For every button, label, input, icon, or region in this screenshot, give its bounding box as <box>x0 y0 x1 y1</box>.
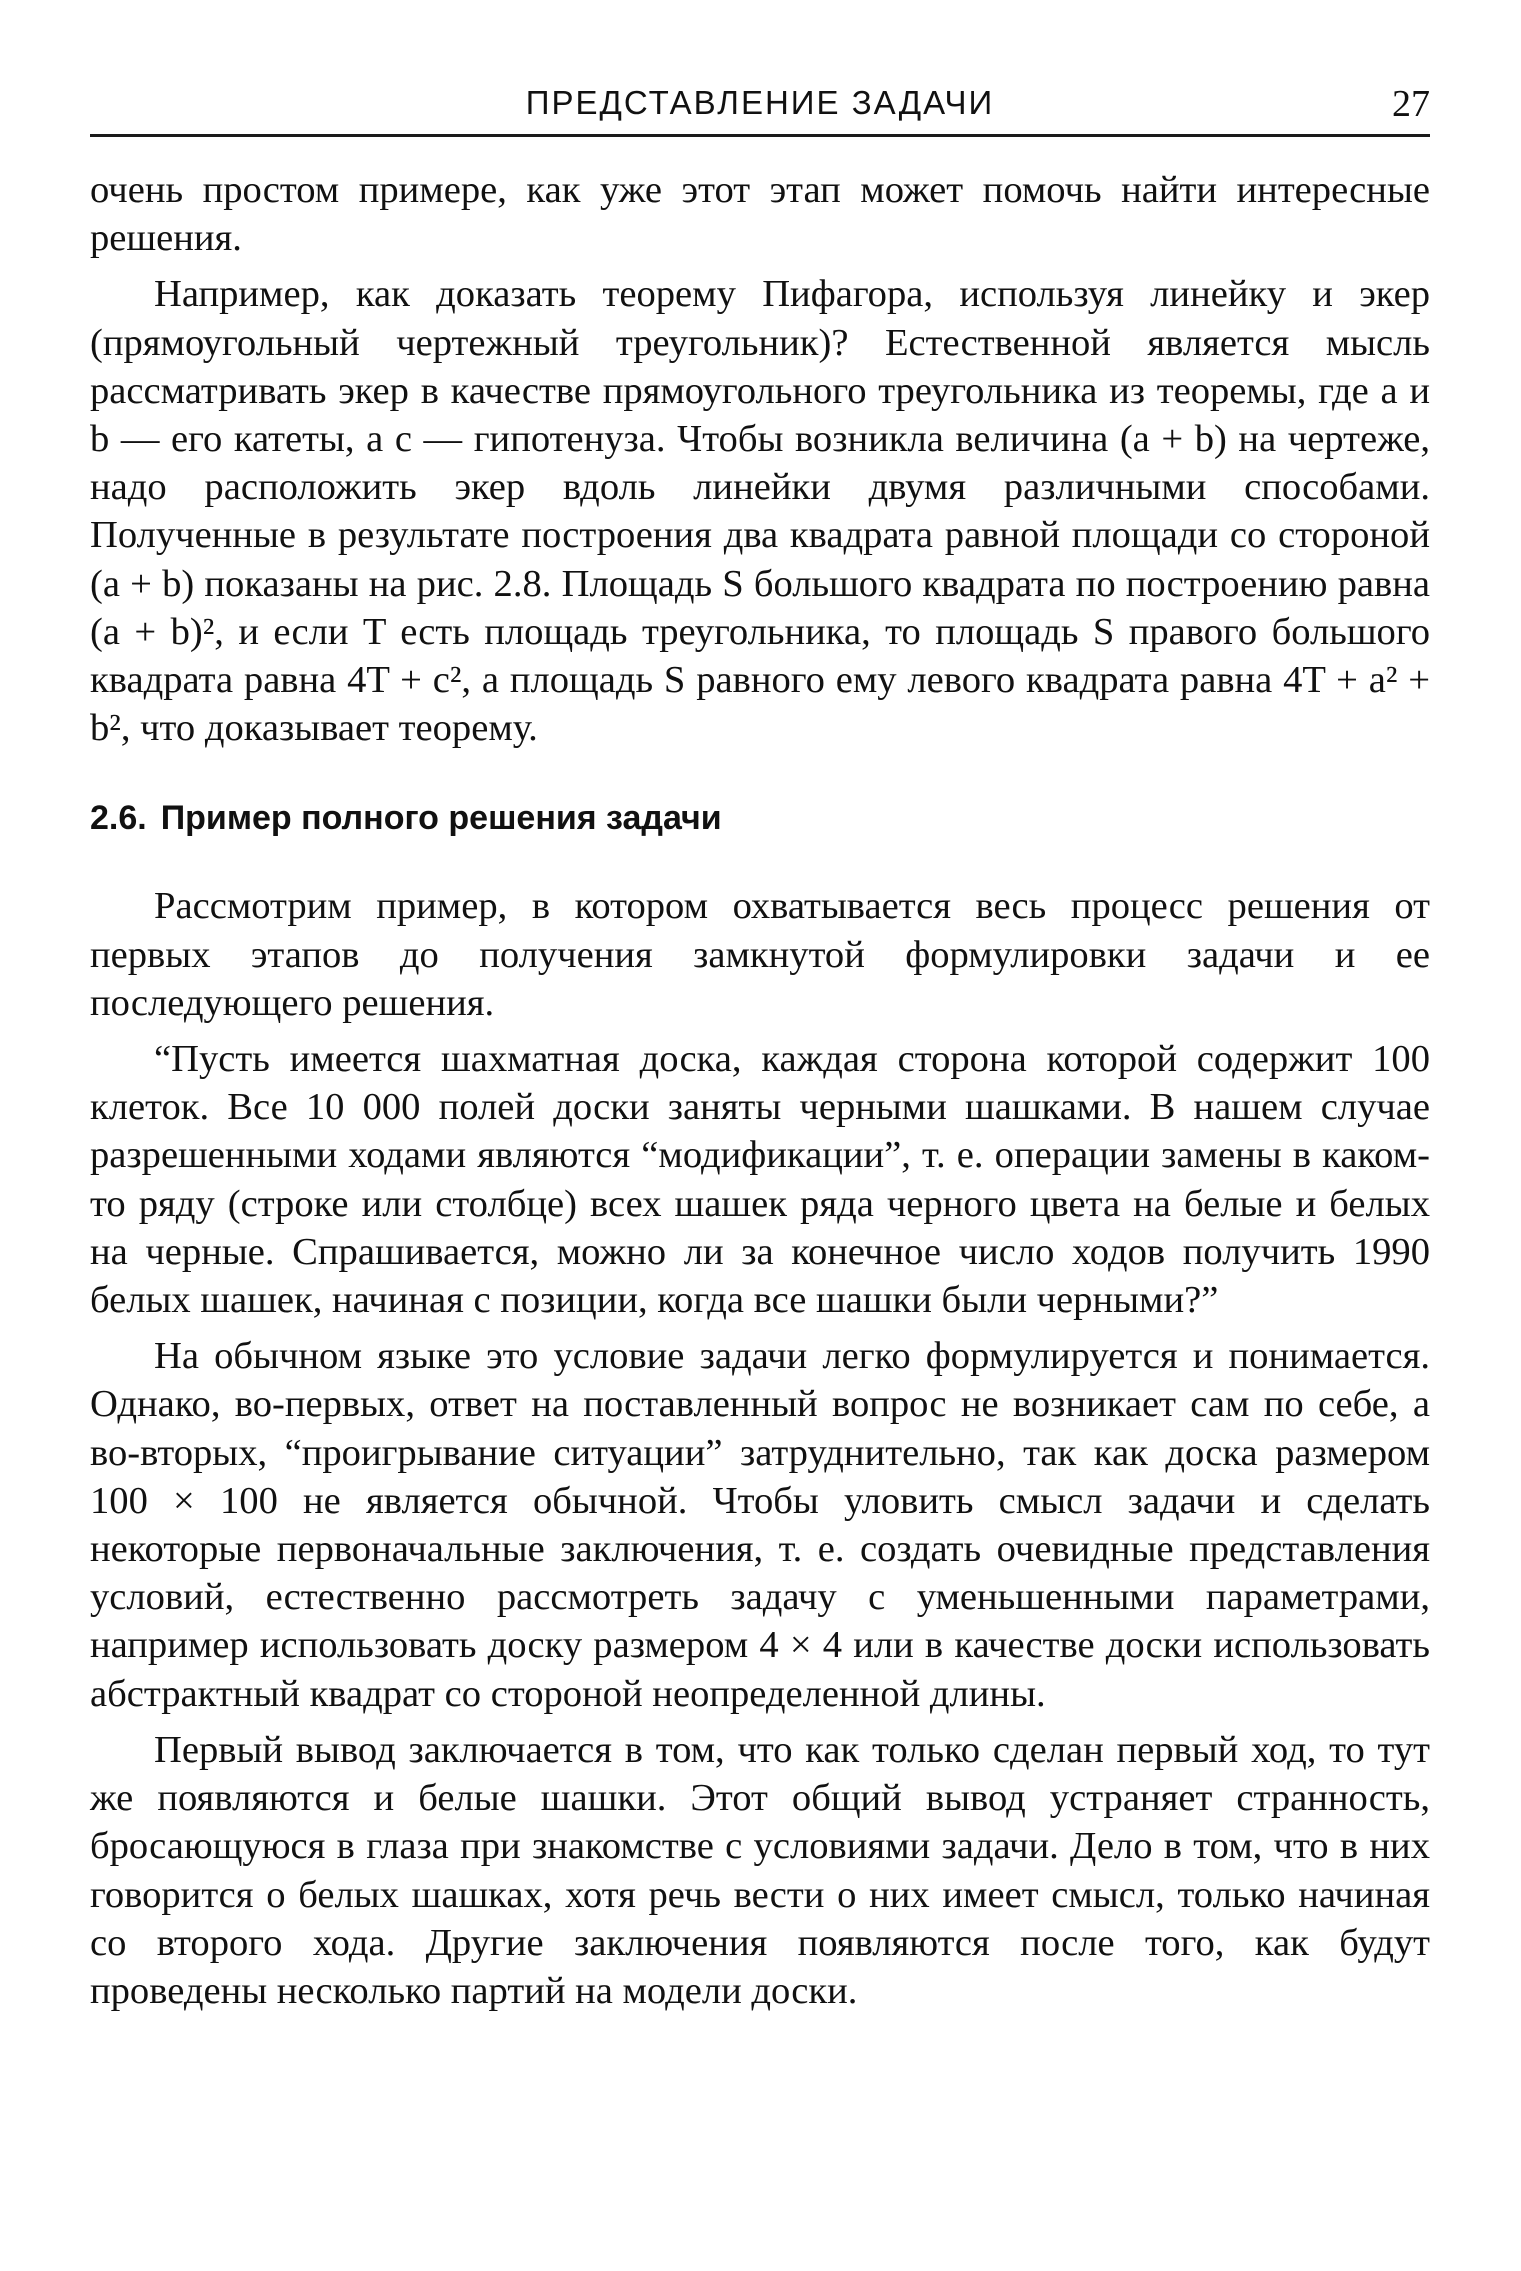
paragraph-first-conclusion: Первый вывод заключается в том, что как только сделан первый ход, то тут же появляются и белые шашки. Этот общий вывод устраняет странность, бросающуюся в глаза при знакомстве с условиями задачи. Дело в том, что в них говорится о белых шашках, хотя речь вести о них имеет смысл, только начиная со второго хода. Другие заключения появляются после того, как будут проведены несколько партий на модели доски. <box>90 1728 1430 2012</box>
body-text <box>90 166 1430 2015</box>
section-number: 2.6. <box>90 799 147 838</box>
page-number: 27 <box>1392 83 1430 125</box>
paragraph-intro: Рассмотрим пример, в котором охватывается весь процесс решения от первых этапов до получения замкнутой формулировки задачи и ее последующего решения. <box>90 885 1430 1024</box>
paragraph-analysis: На обычном языке это условие задачи легко формулируется и понимается. Однако, во-первых, ответ на поставленный вопрос не возникает сам по себе, а во-вторых, “проигрывание ситуации” затруднительно, так как доска размером 100 × 100 не является обычной. Чтобы уловить смысл задачи и сделать некоторые первоначальные заключения, т. е. создать очевидные представления условий, естественно рассмотреть задачу с уменьшенными параметрами, например использовать доску размером 4 × 4 или в качестве доски использовать абстрактный квадрат со стороной неопределенной длины. <box>90 1335 1430 1715</box>
section-title: Пример полного решения задачи <box>160 799 722 838</box>
paragraph-pythagoras: Например, как доказать теорему Пифагора, используя линейку и экер (прямоугольный чертежный треугольник)? Естественной является мысль рассматривать экер в качестве прямоугольного треугольника из теоремы, где a и b — его катеты, a c — гипотенуза. Чтобы возникла величина (a + b) на чертеже, надо расположить экер вдоль линейки двумя различными способами. Полученные в результате построения два квадрата равной площади со стороной (a + b) показаны на рис. 2.8. Площадь S большого квадрата по построению равна (a + b)², и если T есть площадь треугольника, то площадь S правого большого квадрата равна 4T + c², а площадь S равного ему левого квадрата равна 4T + a² + b², что доказывает теорему. <box>90 273 1430 750</box>
paragraph-problem-statement: “Пусть имеется шахматная доска, каждая сторона которой содержит 100 клеток. Все 10 000 полей доски заняты черными шашками. В нашем случае разрешенными ходами являются “модификации”, т. е. операции замены в каком-то ряду (строке или столбце) всех шашек ряда черного цвета на белые и белых на черные. Спрашивается, можно ли за конечное число ходов получить 1990 белых шашек, начиная с позиции, когда все шашки были черными?” <box>90 1038 1430 1322</box>
running-head <box>90 78 1430 137</box>
book-page <box>90 0 1430 2271</box>
running-title: ПРЕДСТАВЛЕНИЕ ЗАДАЧИ <box>525 84 995 121</box>
section-heading <box>90 796 1430 840</box>
paragraph-continued: очень простом примере, как уже этот этап может помочь найти интересные решения. <box>90 169 1430 260</box>
